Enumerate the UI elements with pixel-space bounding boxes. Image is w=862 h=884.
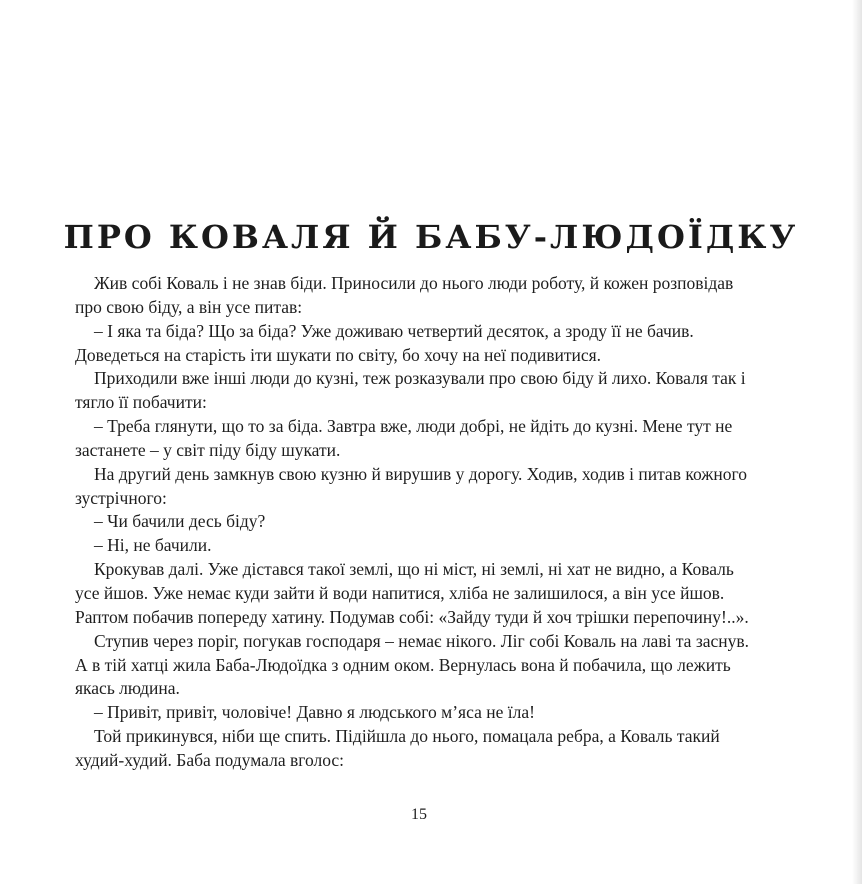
text-line: Жив собі Коваль і не знав біди. Приносили до нього люди роботу, й кожен розповідав	[94, 273, 734, 293]
story-text	[75, 272, 775, 773]
text-line: про свою біду, а він усе питав:	[75, 296, 303, 317]
text-line: якась людина.	[75, 678, 180, 699]
text-line: А в тій хатці жила Баба-Людоїдка з одним оком. Вернулась вона й побачила, що лежить	[75, 654, 731, 675]
text-line: Той прикинувся, ніби ще спить. Підійшла до нього, помацала ребра, а Коваль такий	[94, 726, 720, 747]
text-line: тягло її побачити:	[75, 392, 207, 413]
text-line: худий-худий. Баба подумала вголос:	[75, 749, 345, 770]
text-line: застанете – у світ піду біду шукати.	[75, 439, 341, 460]
text-line: – Привіт, привіт, чоловіче! Давно я людського м’яса не їла!	[94, 702, 535, 723]
text-line: – Ні, не бачили.	[94, 535, 212, 556]
text-line: – Чи бачили десь біду?	[94, 511, 266, 532]
text-line: Доведеться на старість іти шукати по світу, бо хочу на неї подивитися.	[75, 344, 602, 365]
page-edge-shadow	[852, 0, 862, 884]
text-line: Раптом побачив попереду хатину. Подумав собі: «Зайду туди й хоч трішки перепочину!..».	[75, 606, 749, 627]
text-line: зустрічного:	[75, 487, 167, 508]
text-line: Приходили вже інші люди до кузні, теж розказували про свою біду й лихо. Коваля так і	[94, 368, 746, 389]
page-number: 15	[411, 806, 427, 823]
text-line: Крокував далі. Уже дістався такої землі, що ні міст, ні землі, ні хат не видно, а Коваль	[94, 559, 734, 580]
text-line: – Треба глянути, що то за біда. Завтра вже, люди добрі, не йдіть до кузні. Мене тут не	[94, 416, 733, 437]
story-title: ПРО КОВАЛЯ Й БАБУ-ЛЮДОЇДКУ	[63, 218, 799, 256]
text-line: усе йшов. Уже немає куди зайти й води напитися, хліба не залишилося, а він усе йшов.	[75, 582, 725, 603]
text-line: Ступив через поріг, погукав господаря – немає нікого. Ліг собі Коваль на лаві та заснув.	[94, 630, 750, 651]
text-line: На другий день замкнув свою кузню й вирушив у дорогу. Ходив, ходив і питав кожного	[94, 463, 747, 484]
text-line: – І яка та біда? Що за біда? Уже доживаю четвертий десяток, а зроду її не бачив.	[94, 320, 694, 341]
